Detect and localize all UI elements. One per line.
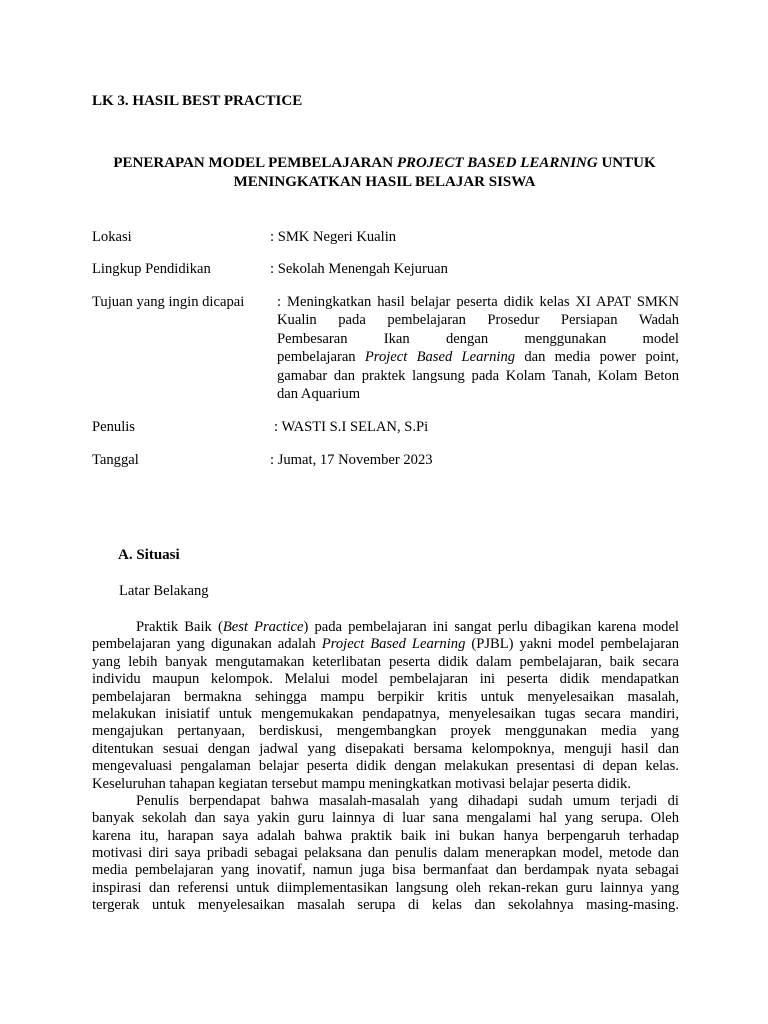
body-line: ditentukan sesuai dengan jadwal yang disepakati bersama kelompoknya, menguji hasil dan [92,740,679,757]
tujuan-line: dan Aquarium [277,385,361,402]
body-text-run: pembelajaran yang digunakan adalah [92,636,322,653]
body-line: motivasi diri saya pribadi sebagai pelaksana dan penulis dalam menerapkan model, metode dan [92,845,679,862]
body-line [92,618,679,635]
lokasi-value: : SMK Negeri Kualin [270,229,397,245]
lk-title: LK 3. HASIL BEST PRACTICE [92,93,303,109]
body-line: yang lebih banyak mengutamakan keterlibatan peserta didik dalam pembelajaran, baik secara [92,653,679,670]
main-title-part2: UNTUK [597,155,656,171]
body-line: banyak sekolah dan saya yakin guru lainnya di luar sana mengalami hal yang serupa. Oleh [92,810,679,827]
body-line: melakukan inisiatif untuk mengemukakan pendapatnya, menyelesaikan tugas secara mandiri, [92,705,679,722]
tujuan-line: Kualin pada pembelajaran Prosedur Persiapan Wadah [277,312,679,329]
tujuan-italic: Project Based Learning [364,349,516,366]
body-line: Penulis berpendapat bahwa masalah-masalah yang dihadapi sudah umum terjadi di [136,792,679,809]
tanggal-value: : Jumat, 17 November 2023 [270,452,433,468]
body-italic: Project Based Learning [321,636,466,653]
body-line: karena itu, harapan saya adalah bahwa praktik baik ini bukan hanya berpengaruh terhadap [92,827,679,844]
tujuan-label: Tujuan yang ingin dicapai [92,294,245,310]
body-text-run: ) pada pembelajaran ini sangat perlu dibagikan karena model [303,619,679,635]
tujuan-value [277,293,679,403]
body-text-run: Praktik Baik ( [136,619,223,635]
body-line: inspirasi dan referensi untuk diimplementasikan langsung oleh rekan-rekan guru lainnya yang [92,879,679,896]
body-line: tergerak untuk menyelesaikan masalah serupa di kelas dan sekolahnya masing-masing. [92,897,679,914]
body-line: mengajukan pertanyaan, berdiskusi, mengembangkan proyek menggunakan media yang [92,723,679,740]
body-text-run: (PJBL) yakni model pembelajaran [465,636,679,653]
body-italic: Best Practice [222,619,304,635]
tanggal-label: Tanggal [92,452,139,468]
lingkup-label: Lingkup Pendidikan [92,261,211,277]
lingkup-value: : Sekolah Menengah Kejuruan [270,261,448,277]
main-title-line2: MENINGKATKAN HASIL BELAJAR SISWA [233,174,536,190]
main-title-part1: PENERAPAN MODEL PEMBELAJARAN [113,155,397,171]
main-title [92,154,677,192]
tujuan-line: Pembesaran Ikan dengan menggunakan model [277,330,679,347]
body-line: media pembelajaran yang inovatif, namun juga bisa bermanfaat dan berdampak nyata sebagai [92,862,679,879]
lokasi-label: Lokasi [92,229,132,245]
body-line: pembelajaran bermakna sehingga mampu berpikir kritis untuk menyelesaikan masalah, [92,688,679,705]
tujuan-line-mixed [277,348,679,366]
section-heading: A. Situasi [118,547,180,563]
tujuan-text: pembelajaran [277,349,365,366]
penulis-label: Penulis [92,419,135,435]
penulis-value: : WASTI S.I SELAN, S.Pi [274,419,429,435]
body-line: mengevaluasi pengalaman belajar peserta didik dengan melakukan presentasi di depan kelas. [92,758,679,775]
main-title-italic: PROJECT BASED LEARNING [396,155,598,171]
body-text [92,618,679,914]
tujuan-line: gamabar dan praktek langsung pada Kolam Tanah, Kolam Beton [277,367,679,384]
body-line [92,635,679,652]
body-line: Keseluruhan tahapan kegiatan tersebut mampu meningkatkan motivasi belajar peserta didik. [92,775,631,792]
tujuan-line: : Meningkatkan hasil belajar peserta didik kelas XI APAT SMKN [277,294,679,310]
body-line: individu maupun kelompok. Melalui model pembelajaran ini peserta didik mendapatkan [92,671,679,688]
tujuan-text: dan media power point, [515,349,680,366]
subheading: Latar Belakang [119,583,209,599]
